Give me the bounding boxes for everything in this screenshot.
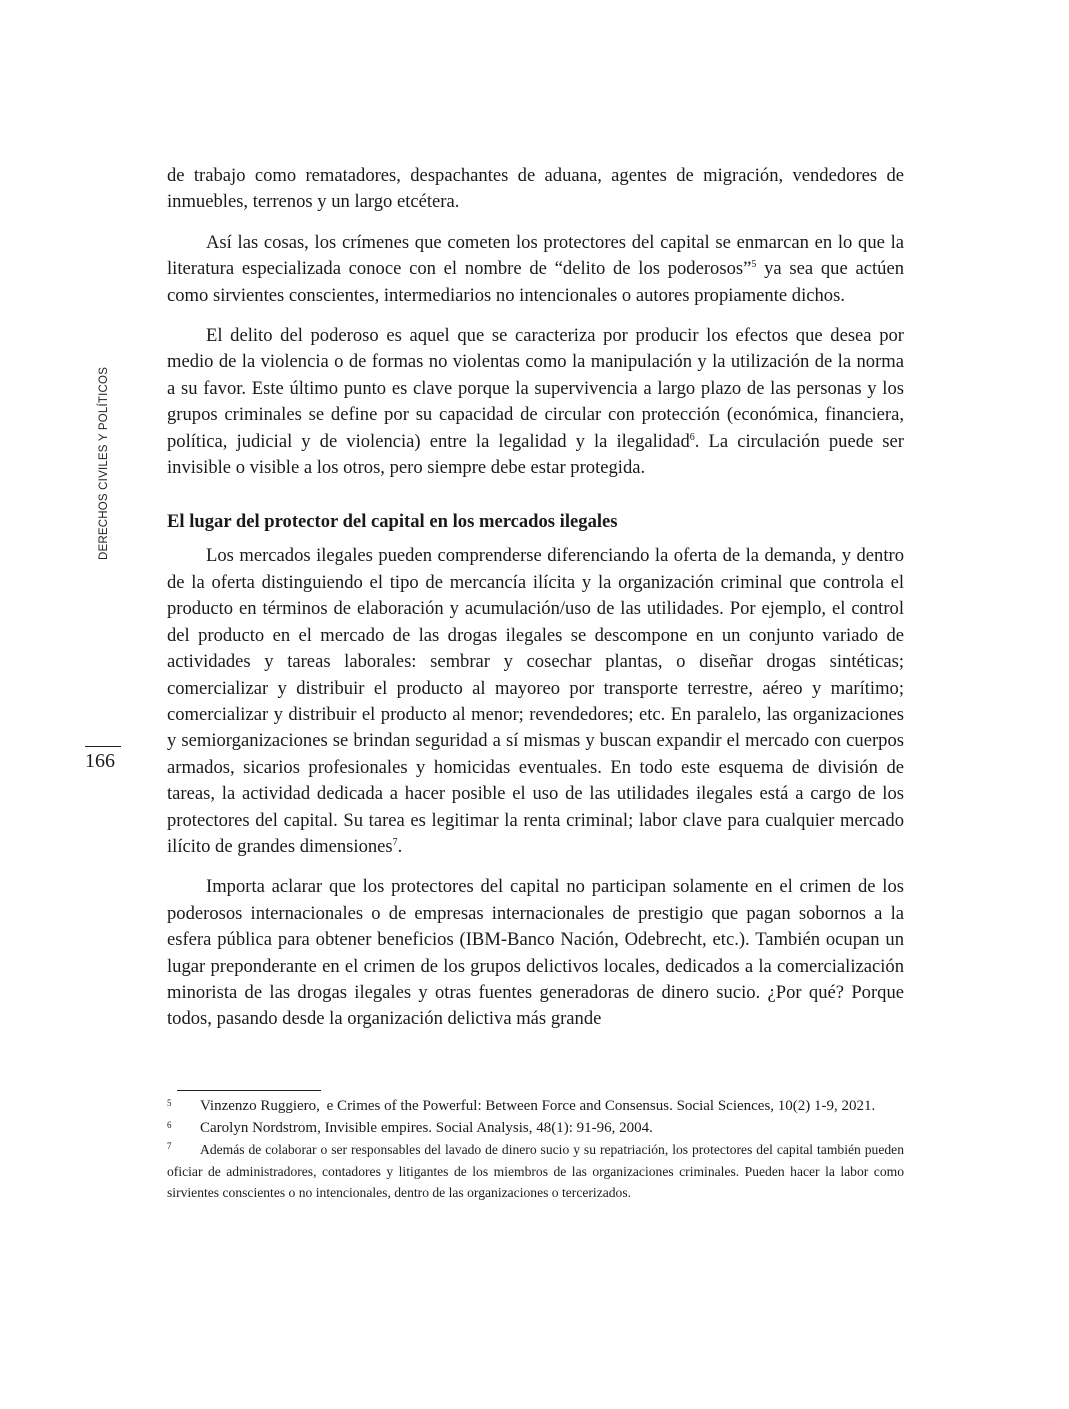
footnote-ref-6[interactable]: 6 [689,431,695,443]
running-head: DERECHOS CIVILES Y POLÍTICOS [98,366,110,560]
footnotes [167,1096,904,1204]
footnote-number: 7 [167,1141,172,1151]
paragraph-2-text-a: Así las cosas, los crímenes que cometen los protectores del capital se enmarcan en lo que la literatura especializada conoce con el nombre de “delito de los poderosos” [167,231,904,280]
footnote-ref-5[interactable]: 5 [751,259,757,271]
footnote-text: Vinzenzo Ruggiero, e Crimes of the Powerful: Between Force and Consensus. Social Sciences, 10(2) 1-9, 2021. [200,1098,876,1114]
footnote-number: 6 [167,1119,172,1130]
footnote-number: 5 [167,1098,172,1108]
paragraph-3-text-b: . La circulación puede ser invisible o visible a los otros, pero siempre debe estar protegida. [167,430,904,479]
paragraph-5: Importa aclarar que los protectores del capital no participan solamente en el crimen de los poderosos internacionales o de empresas internacionales de prestigio que pagan sobornos a la esfera pública para obtener beneficios (IBM-Banco Nación, Odebrecht, etc.). También ocupan un lugar preponderante en el crimen de los grupos delictivos locales, dedicados a la comercialización minorista de las drogas ilegales y otras fuentes generadoras de dinero sucio. ¿Por qué? Porque todos, pasando desde la organización delictiva más grande [167,876,904,1030]
footnote-rule [177,1090,321,1091]
footnote-6 [167,1118,904,1140]
main-text [167,163,904,1047]
paragraph-3-text-a: El delito del poderoso es aquel que se caracteriza por producir los efectos que desea por medio de la violencia o de formas no violentas como la manipulación y la utilización de la norma a su favor. Este último punto es clave porque la supervivencia a largo plazo de las personas y los grupos criminales se define por su capacidad de circular con protección (económica, financiera, política, judicial y de violencia) entre la legalidad y la ilegalidad [167,325,904,452]
paragraph-2-text-b: ya sea que actúen como sirvientes conscientes, intermediarios no intencionales o autores propiamente dichos. [167,258,904,306]
footnote-ref-7[interactable]: 7 [392,836,398,848]
page-number: 166 [85,750,115,772]
paragraph-4 [167,543,904,860]
paragraph-4-text-a: Los mercados ilegales pueden comprenderse diferenciando la oferta de la demanda, y dentro de la oferta distinguiendo el tipo de mercancía ilícita y la organización criminal que controla el producto en términos de elaboración y acumulación/uso de las utilidades. Por ejemplo, el control del producto en el mercado de las drogas ilegales se descompone en un conjunto variado de actividades y tareas laborales: sembrar y cosechar plantas, o diseñar drogas sintéticas; comercializar y distribuir el producto al mayoreo por transporte terrestre, aéreo y marítimo; comercializar y distribuir el producto al menor; revendedores; etc. En paralelo, las organizaciones y semiorganizaciones se brindan seguridad a sí mismas y buscan expandir el mercado con cuerpos armados, sicarios profesionales y homicidas eventuales. En todo este esquema de división de tareas, la actividad dedicada a hacer posible el uso de las utilidades ilegales está a cargo de los protectores del capital. Su tarea es legitimar la renta criminal; labor clave para cualquier mercado ilícito de grandes dimensiones [167,545,904,857]
footnote-7 [167,1139,904,1204]
paragraph-4-text-b: . [397,835,403,857]
paragraph-3 [167,323,904,481]
footnote-text: Carolyn Nordstrom, Invisible empires. Social Analysis, 48(1): 91-96, 2004. [200,1119,653,1136]
paragraph-2 [167,230,904,309]
footnote-text: Además de colaborar o ser responsables del lavado de dinero sucio y su repatriación, los protectores del capital también pueden oficiar de administradores, contadores y litigantes de los miembros de las organizaciones criminales. Pueden hacer la labor como sirvientes conscientes o no intencionales, dentro de las organizaciones o tercerizados. [167,1142,904,1200]
page-number-rule [85,746,121,747]
paragraph-1: de trabajo como rematadores, despachantes de aduana, agentes de migración, vendedores de inmuebles, terrenos y un largo etcétera. [167,165,904,213]
section-heading: El lugar del protector del capital en los mercados ilegales [167,511,618,533]
footnote-5 [167,1096,904,1118]
